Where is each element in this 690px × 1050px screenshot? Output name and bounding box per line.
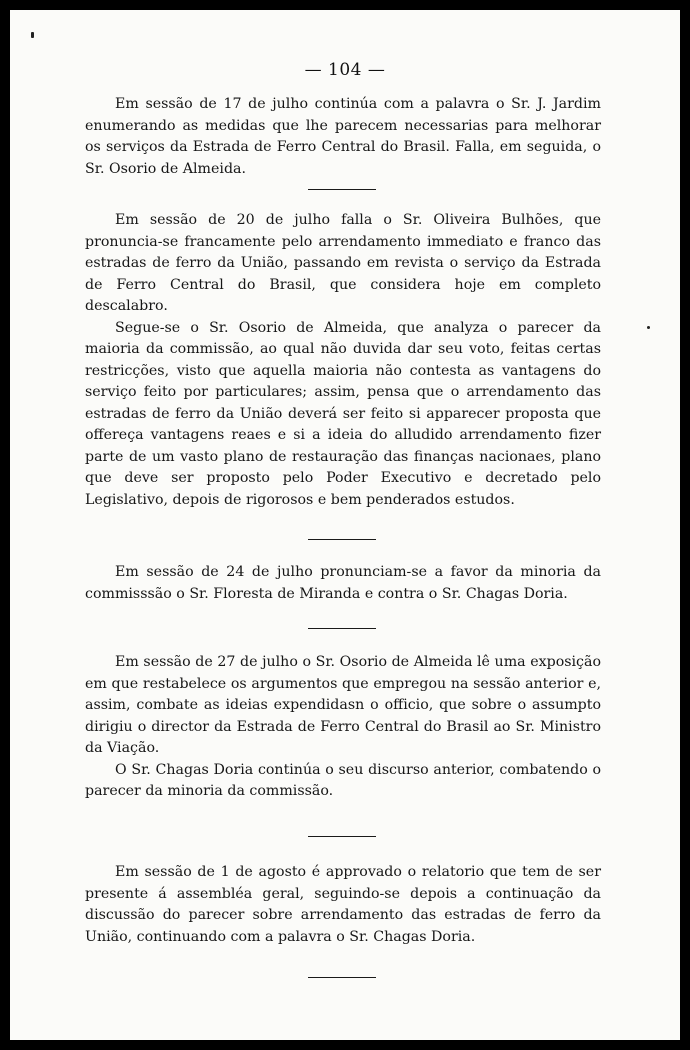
section-divider bbox=[308, 977, 376, 978]
paragraph: Em sessão de 1 de agosto é approvado o relatorio que tem de ser presente á assembléa geral, seguindo-se depois a continuação da discussão do parecer sobre arrendamento das estradas de ferro da União, continuando com a palavra o Sr. Chagas Doria. bbox=[85, 864, 601, 945]
session-24-july bbox=[85, 562, 601, 605]
section-divider bbox=[308, 836, 376, 837]
session-20-july bbox=[85, 210, 601, 511]
session-17-july bbox=[85, 94, 601, 180]
section-divider bbox=[308, 628, 376, 629]
document-page bbox=[10, 10, 680, 1040]
paragraph: Em sessão de 24 de julho pronunciam-se a favor da minoria da commisssão o Sr. Floresta de Miranda e contra o Sr. Chagas Doria. bbox=[85, 564, 601, 602]
paragraph: Segue-se o Sr. Osorio de Almeida, que analyza o parecer da maioria da commissão, ao qual não duvida dar seu voto, feitas certas restricções, visto que aquella maioria não contesta as vantagens do serviço feito por particulares; assim, pensa que o arrendamento das estradas de ferro da União deverá ser feito si apparecer proposta que offereça vantagens reaes e si a ideia do alludido arrendamento fizer parte de um vasto plano de restauração das finanças nacionaes, plano que deve ser proposto pelo Poder Executivo e decretado pelo Legislativo, depois de rigorosos e bem penderados estudos. bbox=[85, 319, 601, 508]
paragraph: Em sessão de 27 de julho o Sr. Osorio de Almeida lê uma exposição em que restabelece os argumentos que empregou na sessão anterior e, assim, combate as ideias expendidasn o officio, que sobre o assumpto dirigiu o director da Estrada de Ferro Central do Brasil ao Sr. Ministro da Viação. bbox=[85, 654, 601, 756]
session-1-august bbox=[85, 862, 601, 948]
scan-speck bbox=[647, 326, 650, 329]
scan-speck bbox=[31, 32, 34, 38]
page-number: — 104 — bbox=[304, 60, 386, 80]
paragraph: Em sessão de 17 de julho continúa com a palavra o Sr. J. Jardim enumerando as medidas que lhe parecem necessarias para melhorar os serviços da Estrada de Ferro Central do Brasil. Falla, em seguida, o Sr. Osorio de Almeida. bbox=[85, 96, 601, 177]
section-divider bbox=[308, 539, 376, 540]
paragraph: Em sessão de 20 de julho falla o Sr. Oliveira Bulhões, que pronuncia-se francamente pelo arrendamento immediato e franco das estradas de ferro da União, passando em revista o serviço da Estrada de Ferro Central do Brasil, que considera hoje em completo descalabro. bbox=[85, 212, 601, 314]
session-27-july bbox=[85, 652, 601, 803]
paragraph: O Sr. Chagas Doria continúa o seu discurso anterior, combatendo o parecer da minoria da commissão. bbox=[85, 761, 601, 799]
section-divider bbox=[308, 189, 376, 190]
